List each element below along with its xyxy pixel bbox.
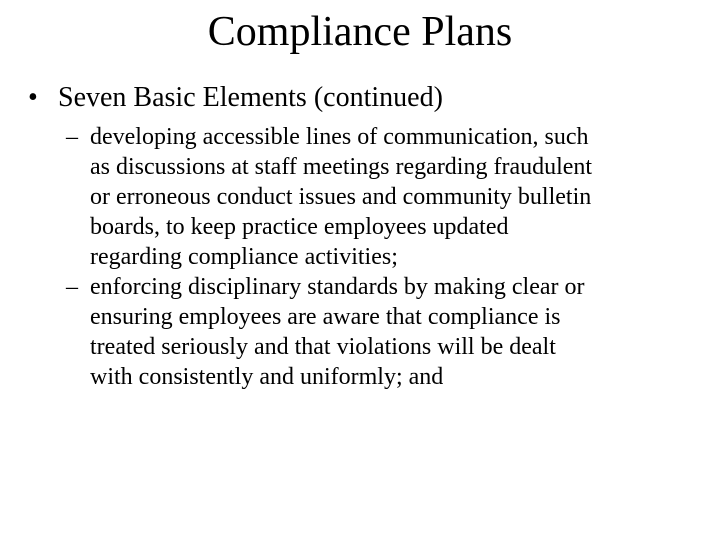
sub-bullet-line: treated seriously and that violations will be dealt bbox=[90, 334, 556, 360]
sub-bullet-line: or erroneous conduct issues and community bulletin bbox=[90, 184, 592, 210]
sub-bullet-line: with consistently and uniformly; and bbox=[90, 364, 444, 390]
sub-bullet-line: enforcing disciplinary standards by making clear or bbox=[90, 274, 585, 300]
sub-bullet-line: boards, to keep practice employees updated bbox=[90, 214, 509, 240]
bullet-text: Seven Basic Elements (continued) bbox=[58, 82, 443, 113]
bullet-item bbox=[28, 80, 443, 116]
sub-bullet-communication bbox=[66, 122, 686, 272]
sub-bullet-disciplinary bbox=[66, 272, 686, 392]
sub-bullet-line: regarding compliance activities; bbox=[90, 244, 398, 270]
sub-bullet-marker: – bbox=[66, 124, 78, 150]
sub-bullet-line: ensuring employees are aware that compliance is bbox=[90, 304, 561, 330]
slide-title: Compliance Plans bbox=[207, 9, 513, 55]
sub-bullet-line: as discussions at staff meetings regarding fraudulent bbox=[90, 154, 593, 180]
bullet-marker: • bbox=[28, 82, 38, 113]
sub-bullet-list bbox=[66, 122, 686, 392]
sub-bullet-marker: – bbox=[66, 274, 78, 300]
sub-bullet-line: developing accessible lines of communication, such bbox=[90, 124, 589, 150]
